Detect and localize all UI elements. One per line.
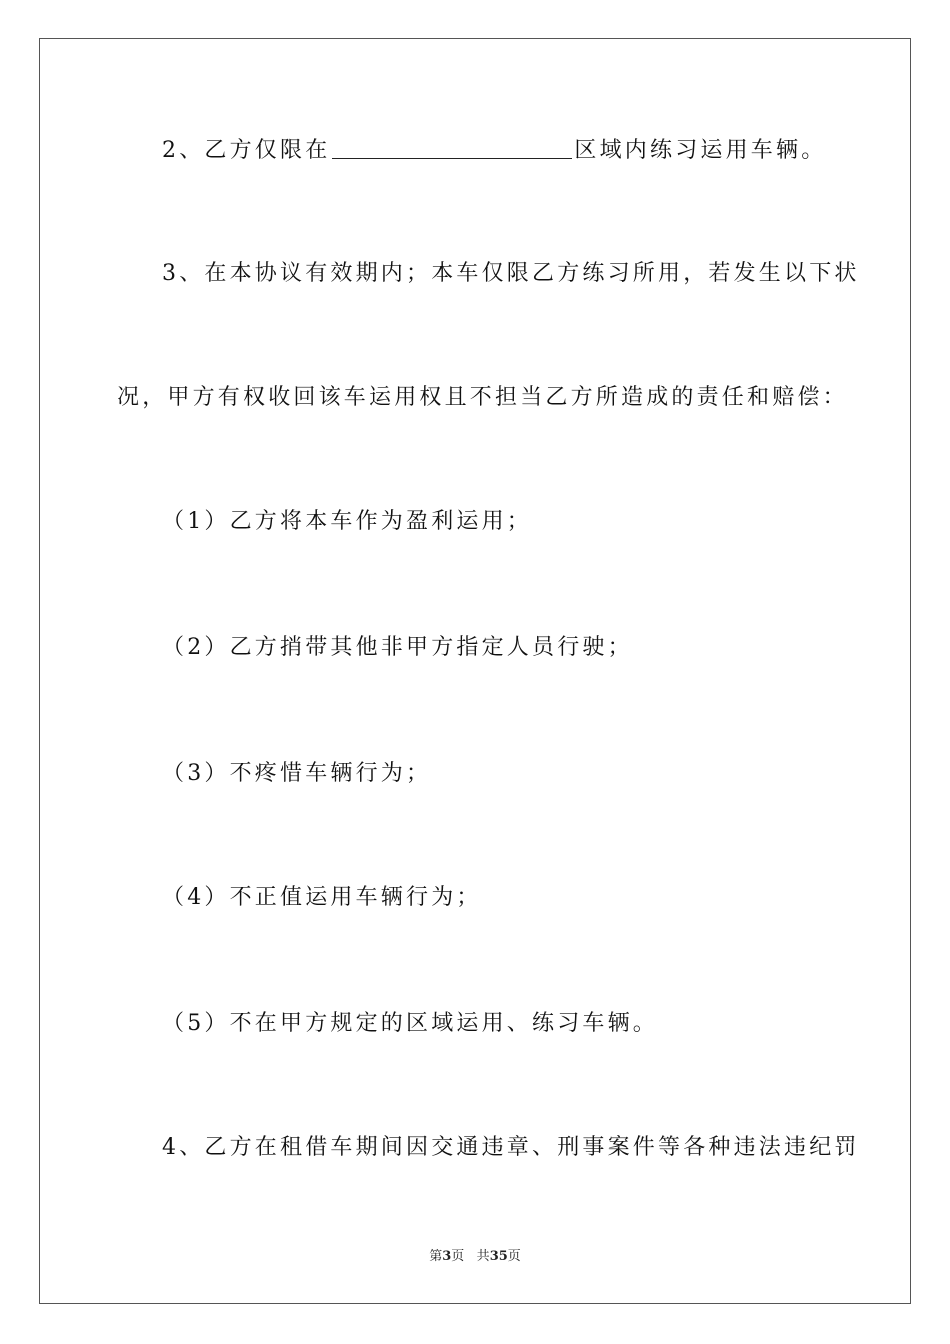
list-item-2: （2）乙方捎带其他非甲方指定人员行驶； [162,635,633,660]
list-item-4: （4）不正值运用车辆行为； [162,885,482,910]
paragraph-2-text-before: 2、乙方仅限在 [162,138,331,163]
footer-total-suffix: 页 [507,1249,521,1264]
list-item-3: （3）不疼惜车辆行为； [162,761,432,786]
footer-prefix: 第 [429,1249,443,1264]
current-page-number: 3 [442,1249,452,1264]
list-item-5: （5）不在甲方规定的区域运用、练习车辆。 [162,1011,658,1036]
footer-total-prefix: 共 [476,1249,490,1264]
paragraph-3-line-1: 3、在本协议有效期内；本车仅限乙方练习所用，若发生以下状 [162,261,860,286]
total-pages-number: 35 [489,1249,508,1264]
paragraph-3-line-2: 况，甲方有权收回该车运用权且不担当乙方所造成的责任和赔偿： [117,385,848,410]
list-item-1: （1）乙方将本车作为盈利运用； [162,509,532,534]
paragraph-2 [162,136,826,165]
paragraph-4-line-1: 4、乙方在租借车期间因交通违章、刑事案件等各种违法违纪罚 [162,1135,860,1160]
page-footer [0,1248,950,1266]
fill-in-blank [332,136,572,159]
footer-page-suffix: 页 [451,1249,465,1264]
page-border [39,38,911,1304]
paragraph-2-text-after: 区域内练习运用车辆。 [574,138,827,163]
